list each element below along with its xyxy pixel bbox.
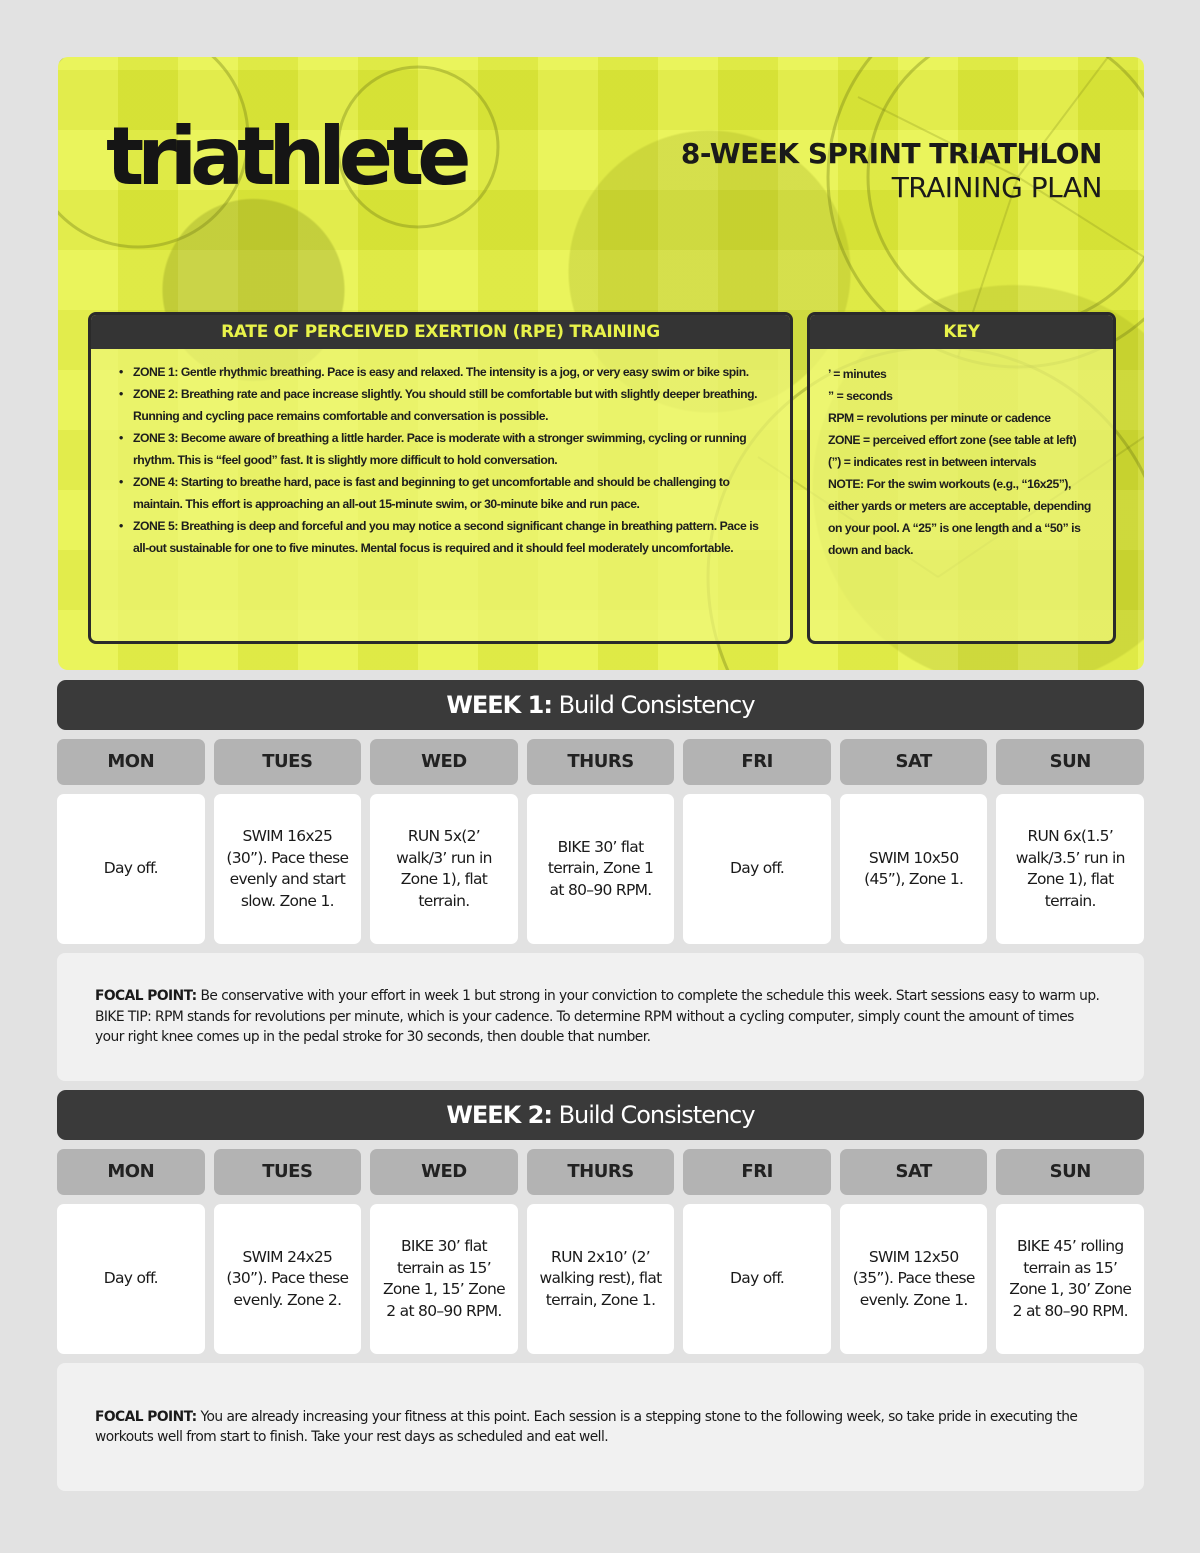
week-1-day-headers — [57, 739, 1144, 785]
workout-cell-wed: BIKE 30’ flat terrain as 15’ Zone 1, 15’ Zone 2 at 80–90 RPM. — [370, 1204, 518, 1354]
workout-cell-tues: SWIM 24x25 (30”). Pace these evenly. Zone 2. — [214, 1204, 362, 1354]
day-header-tues: TUES — [214, 739, 362, 785]
week-2-title-bar — [57, 1090, 1144, 1140]
week-1-section — [57, 680, 1144, 1081]
week-1-theme: Build Consistency — [558, 691, 755, 719]
focal-point-text-block — [95, 986, 1106, 1048]
plan-title — [681, 137, 1102, 205]
day-header-fri: FRI — [683, 739, 831, 785]
workout-cell-thurs: BIKE 30’ flat terrain, Zone 1 at 80–90 RPM. — [527, 794, 675, 944]
focal-point-label: FOCAL POINT: — [95, 1408, 197, 1425]
week-2-day-headers — [57, 1149, 1144, 1195]
focal-point-text: Be conservative with your effort in week 1 but strong in your conviction to complete the schedule this week. Start sessions easy to warm up. BIKE TIP: RPM stands for revolutions per minute, which is your cadence. To determine RPM without a cycling computer, simply count the amount of times your right knee comes up in the pedal stroke for 30 seconds, then double that number. — [95, 988, 1100, 1046]
rpe-zone-item: • ZONE 5: Breathing is deep and forceful and you may notice a second significant change in breathing pattern. Pace is all-out sustainable for one to five minutes. Mental focus is required and it should feel moderately uncomfortable. — [133, 515, 766, 559]
key-item: ’ = minutes — [828, 367, 887, 381]
rpe-zone-item: • ZONE 1: Gentle rhythmic breathing. Pace is easy and relaxed. The intensity is a jog, or very easy swim or bike spin. — [133, 361, 766, 383]
triathlete-logo: triathlete — [106, 110, 465, 203]
workout-cell-fri: Day off. — [683, 1204, 831, 1354]
day-header-wed: WED — [370, 1149, 518, 1195]
key-panel-title: KEY — [810, 315, 1113, 349]
week-1-workouts — [57, 794, 1144, 944]
day-header-sat: SAT — [840, 1149, 988, 1195]
week-2-section — [57, 1090, 1144, 1491]
key-list — [810, 349, 1113, 561]
focal-point-text-block — [95, 1407, 1106, 1448]
key-item: ” = seconds — [828, 389, 893, 403]
header-banner — [58, 57, 1144, 670]
day-header-sun: SUN — [996, 1149, 1144, 1195]
rpe-panel — [88, 312, 793, 644]
key-item: RPM = revolutions per minute or cadence — [828, 411, 1051, 425]
day-header-thurs: THURS — [527, 1149, 675, 1195]
rpe-zone-item: • ZONE 2: Breathing rate and pace increase slightly. You should still be comfortable but with slightly deeper breathing. Running and cycling pace remains comfortable and conversation is possible. — [133, 383, 766, 427]
workout-cell-mon: Day off. — [57, 1204, 205, 1354]
week-2-theme: Build Consistency — [558, 1101, 755, 1129]
week-1-focal-point — [57, 953, 1144, 1081]
plan-title-line2: TRAINING PLAN — [891, 171, 1102, 204]
key-panel — [807, 312, 1116, 644]
rpe-zone-list — [91, 349, 790, 559]
key-item: (”) = indicates rest in between intervals — [828, 455, 1037, 469]
day-header-thurs: THURS — [527, 739, 675, 785]
workout-cell-mon: Day off. — [57, 794, 205, 944]
workout-cell-sun: RUN 6x(1.5’ walk/3.5’ run in Zone 1), flat terrain. — [996, 794, 1144, 944]
week-1-label: WEEK 1: — [446, 691, 552, 719]
workout-cell-sun: BIKE 45’ rolling terrain as 15’ Zone 1, 30’ Zone 2 at 80–90 RPM. — [996, 1204, 1144, 1354]
key-item: NOTE: For the swim workouts (e.g., “16x25”), either yards or meters are acceptable, depending on your pool. A “25” is one length and a “50” is down and back. — [828, 477, 1091, 557]
day-header-fri: FRI — [683, 1149, 831, 1195]
day-header-tues: TUES — [214, 1149, 362, 1195]
day-header-sat: SAT — [840, 739, 988, 785]
focal-point-text: You are already increasing your fitness at this point. Each session is a stepping stone to the following week, so take pride in executing the workouts well from start to finish. Take your rest days as scheduled and eat well. — [95, 1408, 1078, 1445]
workout-cell-sat: SWIM 12x50 (35”). Pace these evenly. Zone 1. — [840, 1204, 988, 1354]
week-2-workouts — [57, 1204, 1144, 1354]
workout-cell-wed: RUN 5x(2’ walk/3’ run in Zone 1), flat terrain. — [370, 794, 518, 944]
day-header-mon: MON — [57, 739, 205, 785]
workout-cell-tues: SWIM 16x25 (30”). Pace these evenly and start slow. Zone 1. — [214, 794, 362, 944]
plan-title-line1: 8-WEEK SPRINT TRIATHLON — [680, 137, 1102, 170]
focal-point-label: FOCAL POINT: — [95, 988, 197, 1005]
rpe-panel-title: RATE OF PERCEIVED EXERTION (RPE) TRAINING — [91, 315, 790, 349]
week-1-title-bar — [57, 680, 1144, 730]
day-header-sun: SUN — [996, 739, 1144, 785]
rpe-zone-item: • ZONE 4: Starting to breathe hard, pace is fast and beginning to get uncomfortable and should be challenging to maintain. This effort is approaching an all-out 15-minute swim, or 30-minute bike and run pace. — [133, 471, 766, 515]
rpe-zone-item: • ZONE 3: Become aware of breathing a little harder. Pace is moderate with a stronger swimming, cycling or running rhythm. This is “feel good” fast. It is slightly more difficult to hold conversation. — [133, 427, 766, 471]
day-header-wed: WED — [370, 739, 518, 785]
workout-cell-sat: SWIM 10x50 (45”), Zone 1. — [840, 794, 988, 944]
workout-cell-fri: Day off. — [683, 794, 831, 944]
key-item: ZONE = perceived effort zone (see table at left) — [828, 433, 1077, 447]
week-2-label: WEEK 2: — [446, 1101, 552, 1129]
day-header-mon: MON — [57, 1149, 205, 1195]
week-2-focal-point — [57, 1363, 1144, 1491]
workout-cell-thurs: RUN 2x10’ (2’ walking rest), flat terrain, Zone 1. — [527, 1204, 675, 1354]
